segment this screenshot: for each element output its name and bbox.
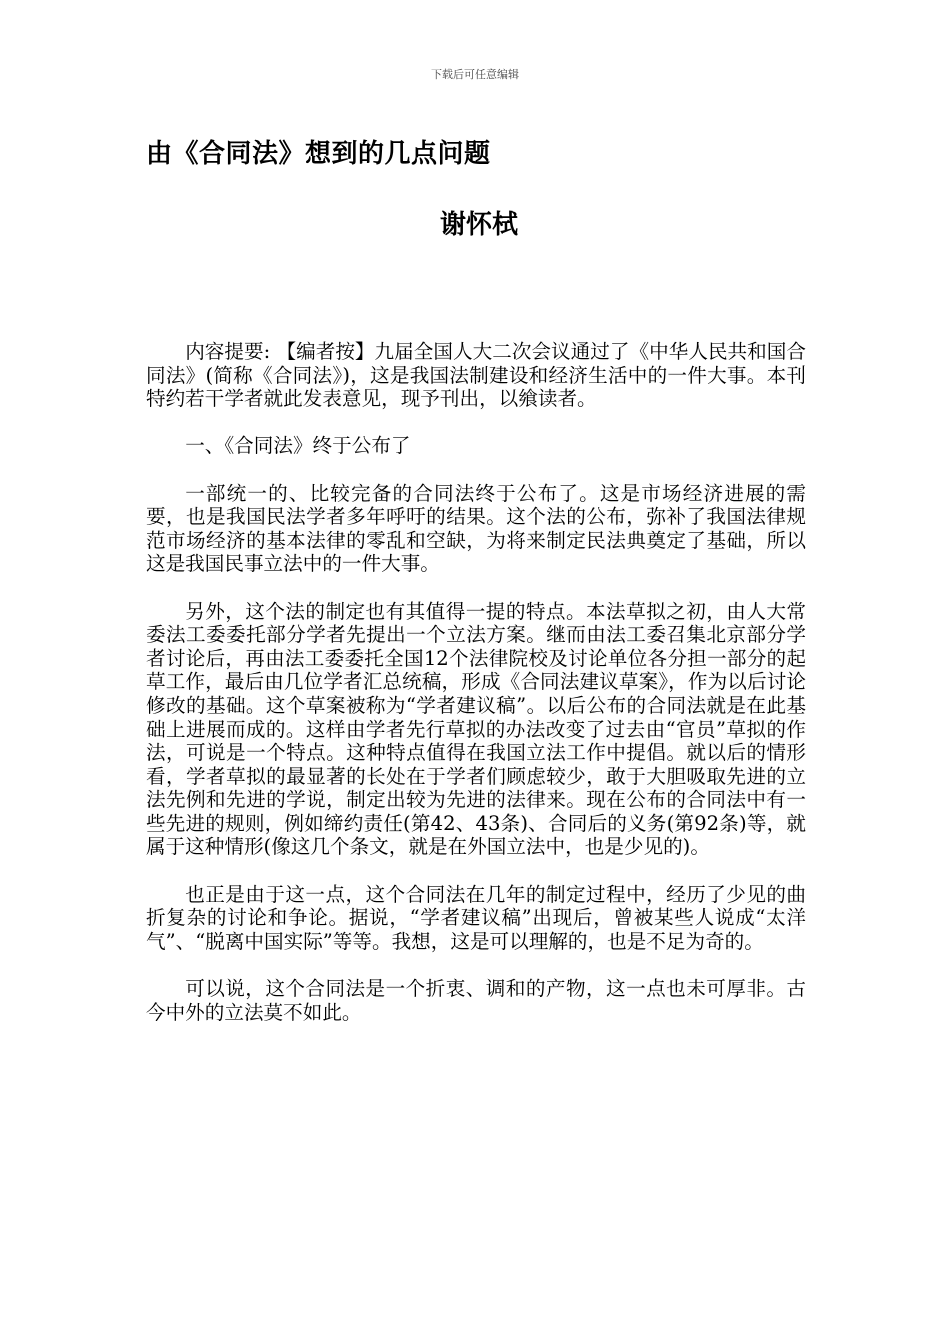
body-paragraph: 可以说，这个合同法是一个折衷、调和的产物，这一点也未可厚非。古今中外的立法莫不如此。 bbox=[146, 977, 806, 1024]
header-note: 下载后可任意编辑 bbox=[431, 68, 519, 81]
article-body bbox=[146, 340, 806, 1048]
article-title: 由《合同法》想到的几点问题 bbox=[146, 139, 491, 169]
section-heading: 一、《合同法》终于公布了 bbox=[185, 434, 411, 458]
article-author: 谢怀栻 bbox=[439, 210, 518, 240]
body-paragraph: 一部统一的、比较完备的合同法终于公布了。这是市场经济进展的需要，也是我国民法学者多年呼吁的结果。这个法的公布，弥补了我国法律规范市场经济的基本法律的零乱和空缺，为将来制定民法典奠定了基础，所以这是我国民事立法中的一件大事。 bbox=[146, 481, 806, 576]
abstract-paragraph: 内容提要: 【编者按】九届全国人大二次会议通过了《中华人民共和国合同法》(简称《合同法》)，这是我国法制建设和经济生活中的一件大事。本刊特约若干学者就此发表意见，现予刊出，以飨读者。 bbox=[146, 340, 806, 411]
body-paragraph: 也正是由于这一点，这个合同法在几年的制定过程中，经历了少见的曲折复杂的讨论和争论。据说，“学者建议稿”出现后，曾被某些人说成“太洋气”、“脱离中国实际”等等。我想，这是可以理解的，也是不足为奇的。 bbox=[146, 882, 806, 953]
body-paragraph: 另外，这个法的制定也有其值得一提的特点。本法草拟之初，由人大常委法工委委托部分学者先提出一个立法方案。继而由法工委召集北京部分学者讨论后，再由法工委委托全国12个法律院校及讨论单位各分担一部分的起草工作，最后由几位学者汇总统稿，形成《合同法建议草案》，作为以后讨论修改的基础。这个草案被称为“学者建议稿”。以后公布的合同法就是在此基础上进展而成的。这样由学者先行草拟的办法改变了过去由“官员”草拟的作法，可说是一个特点。这种特点值得在我国立法工作中提倡。就以后的情形看，学者草拟的最显著的长处在于学者们顾虑较少，敢于大胆吸取先进的立法先例和先进的学说，制定出较为先进的法律来。现在公布的合同法中有一些先进的规则，例如缔约责任(第42、43条)、合同后的义务(第92条)等，就属于这种情形(像这几个条文，就是在外国立法中，也是少见的)。 bbox=[146, 599, 806, 859]
